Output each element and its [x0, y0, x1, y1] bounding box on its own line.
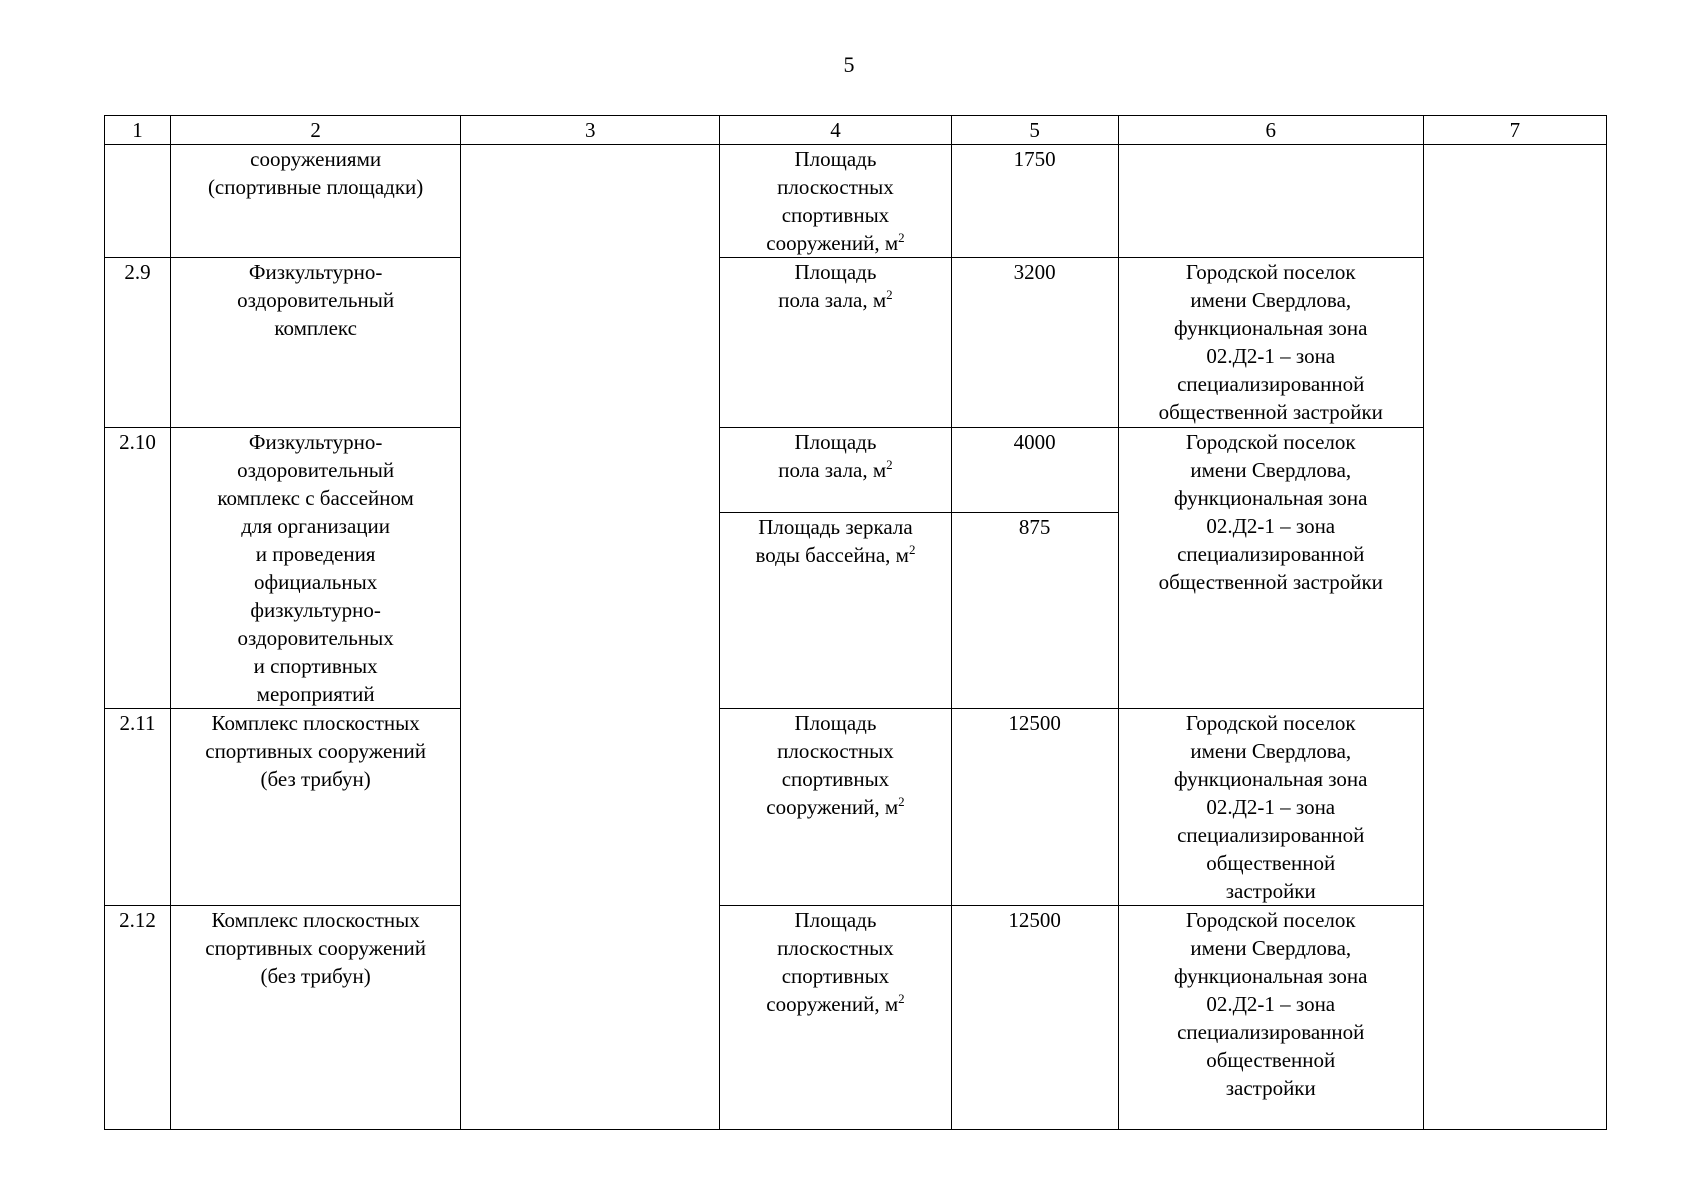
indicator-value-cell: 875: [951, 513, 1118, 709]
location-cell: [1118, 145, 1423, 258]
indicator-value-cell: 3200: [951, 258, 1118, 428]
indicator-label: Площадь плоскостных спортивных сооружений, м: [766, 908, 899, 1016]
column-number: 2: [171, 116, 461, 145]
object-name-cell: Комплекс плоскостных спортивных сооружений (без трибун): [171, 906, 461, 1130]
unit-superscript: 2: [908, 542, 916, 557]
column-number: 5: [951, 116, 1118, 145]
unit-superscript: 2: [886, 457, 893, 472]
row-number-cell: 2.10: [105, 428, 171, 709]
page-number: 5: [843, 52, 855, 77]
indicator-label: Площадь плоскостных спортивных сооружений, м: [766, 711, 899, 819]
indicator-label-cell: [720, 145, 951, 258]
column-7-cell: [1423, 145, 1606, 1130]
unit-superscript: 2: [898, 230, 905, 245]
object-name-cell: Комплекс плоскостных спортивных сооружений (без трибун): [171, 709, 461, 906]
indicator-label: Площадь пола зала, м: [778, 260, 887, 312]
location-cell: Городской поселок имени Свердлова, функциональная зона 02.Д2-1 – зона специализированной общественной застройки: [1118, 709, 1423, 906]
location-cell: Городской поселок имени Свердлова, функциональная зона 02.Д2-1 – зона специализированной общественной застройки: [1118, 906, 1423, 1130]
indicator-label: Площадь пола зала, м: [778, 430, 887, 482]
indicator-value-cell: 4000: [951, 428, 1118, 513]
object-name-cell: сооружениями (спортивные площадки): [171, 145, 461, 258]
table-row: [105, 145, 1607, 258]
column-3-cell: [461, 145, 720, 1130]
indicator-label: Площадь зеркала воды бассейна, м: [755, 515, 913, 567]
column-number: 1: [105, 116, 171, 145]
unit-superscript: 2: [898, 794, 905, 809]
indicator-label-cell: [720, 258, 951, 428]
object-name-cell: Физкультурно- оздоровительный комплекс: [171, 258, 461, 428]
table-row: [105, 428, 1607, 513]
object-name-cell: Физкультурно- оздоровительный комплекс с бассейном для организации и проведения официальных физкультурно- оздоровительных и спортивных мероприятий: [171, 428, 461, 709]
row-number-cell: [105, 145, 171, 258]
column-number-row: [105, 116, 1607, 145]
unit-superscript: 2: [898, 991, 905, 1006]
indicator-value-cell: 1750: [951, 145, 1118, 258]
indicator-value-cell: 12500: [951, 906, 1118, 1130]
table-row: [105, 258, 1607, 428]
row-number-cell: 2.9: [105, 258, 171, 428]
table-row: [105, 709, 1607, 906]
indicator-label: Площадь плоскостных спортивных сооружений, м: [766, 147, 899, 255]
unit-superscript: 2: [886, 287, 893, 302]
location-cell: Городской поселок имени Свердлова, функциональная зона 02.Д2-1 – зона специализированной общественной застройки: [1118, 428, 1423, 709]
indicator-value-cell: 12500: [951, 709, 1118, 906]
row-number-cell: 2.12: [105, 906, 171, 1130]
indicator-label-cell: [720, 709, 951, 906]
column-number: 4: [720, 116, 951, 145]
column-number: 3: [461, 116, 720, 145]
table-row: [105, 906, 1607, 1130]
indicator-label-cell: [720, 428, 951, 513]
column-number: 7: [1423, 116, 1606, 145]
indicator-label-cell: [720, 906, 951, 1130]
indicator-label-cell: [720, 513, 951, 709]
location-cell: Городской поселок имени Свердлова, функциональная зона 02.Д2-1 – зона специализированной общественной застройки: [1118, 258, 1423, 428]
column-number: 6: [1118, 116, 1423, 145]
planning-table: [104, 115, 1607, 1130]
row-number-cell: 2.11: [105, 709, 171, 906]
